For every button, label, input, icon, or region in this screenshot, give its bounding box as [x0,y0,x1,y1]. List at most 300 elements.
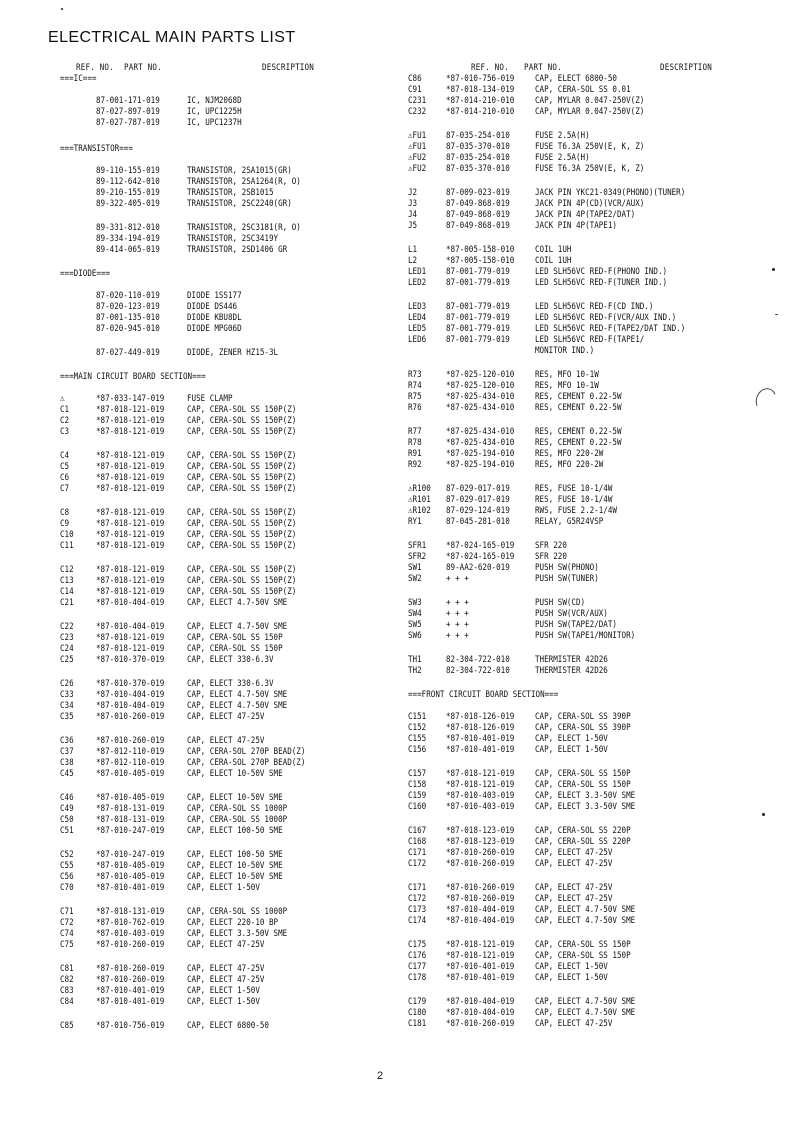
part-no: *87-010-404-019 [95,690,165,700]
ref-no: R92 [407,460,422,470]
ref-no: C45 [59,769,74,779]
ref-no: C232 [407,107,427,117]
description: CAP, ELECT 1-50V [534,962,608,972]
part-no: 82-304-722-010 [445,655,510,665]
part-no: 87-001-779-019 [445,313,510,323]
part-no: *87-010-403-019 [445,791,515,801]
ref-no: LED4 [407,313,427,323]
description: FUSE CLAMP [186,394,233,404]
ref-no: C52 [59,850,74,860]
part-no: + + + [445,620,469,630]
description: CAP, MYLAR 0.047-250V(Z) [534,96,645,106]
ref-no: ⚠FU2 [407,164,427,174]
description: CAP, ELECT 47-25V [186,964,265,974]
ref-no: C11 [59,541,74,551]
ref-no: C46 [59,793,74,803]
description: CAP, CERA-SOL SS 150P [186,644,283,654]
description: RES, CEMENT 0.22-5W [534,438,622,448]
part-no: 87-001-779-019 [445,267,510,277]
ref-no: C85 [59,1021,74,1031]
ref-no: C82 [59,975,74,985]
description: CAP, ELECT 330-6.3V [186,679,274,689]
part-no: 87-020-123-019 [95,302,160,312]
ref-no: C7 [59,484,70,494]
part-no: 87-029-017-019 [445,484,510,494]
ref-no: C49 [59,804,74,814]
description: CAP, ELECT 6800-50 [186,1021,269,1031]
description: COIL 1UH [534,245,572,255]
part-no: 87-049-868-019 [445,221,510,231]
part-no: *87-018-126-019 [445,723,515,733]
description: RES, MFO 220-2W [534,449,604,459]
description: CAP, ELECT 1-50V [186,883,260,893]
description: CAP, CERA-SOL SS 220P [534,826,631,836]
description: CAP, ELECT 1-50V [534,745,608,755]
ref-no: C151 [407,712,427,722]
part-no: *87-010-260-019 [445,1019,515,1029]
description: IC, NJM2068D [186,96,242,106]
part-no: *87-010-401-019 [95,997,165,1007]
ref-no: C24 [59,644,74,654]
description-heading: DESCRIPTION [261,63,314,73]
part-no: *87-010-401-019 [445,973,515,983]
part-no: *87-025-194-010 [445,460,515,470]
ref-no: ⚠R102 [407,506,431,516]
description: RES, CEMENT 0.22-5W [534,392,622,402]
part-no: *87-014-210-010 [445,107,515,117]
part-no: *87-025-434-010 [445,438,515,448]
description: FUSE 2.5A(H) [534,153,590,163]
ref-no: R78 [407,438,422,448]
part-no: 89-112-642-010 [95,177,160,187]
description: FUSE T6.3A 250V(E, K, Z) [534,142,645,152]
description: SFR 220 [534,552,567,562]
ref-no: C6 [59,473,70,483]
description: CAP, CERA-SOL SS 150P(Z) [186,451,297,461]
description: CAP, CERA-SOL SS 150P(Z) [186,462,297,472]
part-no: *87-025-120-010 [445,370,515,380]
ref-no: C38 [59,758,74,768]
ref-no: C91 [407,85,422,95]
ref-no: C35 [59,712,74,722]
part-no: 87-001-779-019 [445,302,510,312]
scan-speck [762,813,765,816]
ref-no: C157 [407,769,427,779]
part-no: *87-010-260-019 [95,940,165,950]
description: CAP, CERA-SOL SS 150P(Z) [186,541,297,551]
description: CAP, ELECT 1-50V [186,997,260,1007]
description: IC, UPC1225H [186,107,242,117]
part-no: *87-018-121-019 [95,644,165,654]
ref-no: C25 [59,655,74,665]
ref-no: J2 [407,188,418,198]
ref-no: SW6 [407,631,422,641]
part-no: *87-018-121-019 [95,462,165,472]
part-no: *87-010-401-019 [95,883,165,893]
ref-no: LED6 [407,335,427,345]
ref-no: LED1 [407,267,427,277]
description: CAP, CERA-SOL SS 1000P [186,907,288,917]
ref-no: C84 [59,997,74,1007]
description: RES, FUSE 10-1/4W [534,495,613,505]
description: CAP, ELECT 3.3-50V SME [534,802,636,812]
part-no: 89-414-065-019 [95,245,160,255]
description: RES, FUSE 10-1/4W [534,484,613,494]
description: TRANSISTOR, 2SA1264(R, O) [186,177,301,187]
ref-no: C70 [59,883,74,893]
part-no: 87-035-370-010 [445,142,510,152]
description: LED SLH56VC RED-F(TAPE1/ [534,335,645,345]
ref-no: C167 [407,826,427,836]
description: CAP, CERA-SOL SS 150P(Z) [186,576,297,586]
description: DIODE DS446 [186,302,238,312]
part-no: *87-025-434-010 [445,392,515,402]
ref-no: L1 [407,245,418,255]
ref-no: C4 [59,451,70,461]
part-no: *87-010-404-019 [445,916,515,926]
ref-no: TH1 [407,655,422,665]
ref-no: C8 [59,508,70,518]
description: DIODE KBU8DL [186,313,242,323]
section-heading-text: ===IC=== [59,74,97,84]
description: CAP, CERA-SOL SS 1000P [186,815,288,825]
ref-no: ⚠FU1 [407,142,427,152]
ref-no: J3 [407,199,418,209]
part-no: 87-049-868-019 [445,199,510,209]
part-no: *87-018-123-019 [445,826,515,836]
part-no: 87-029-124-019 [445,506,510,516]
part-no: *87-010-370-019 [95,679,165,689]
ref-no: SW2 [407,574,422,584]
description: CAP, CERA-SOL SS 0.01 [534,85,631,95]
description: LED SLH56VC RED-F(TAPE2/DAT IND.) [534,324,686,334]
ref-no: SFR1 [407,541,427,551]
part-no: *87-025-434-010 [445,427,515,437]
part-no: *87-024-165-019 [445,541,515,551]
description: RELAY, G5R24VSP [534,517,604,527]
ref-no: C26 [59,679,74,689]
ref-no: C86 [407,74,422,84]
ref-no: C72 [59,918,74,928]
ref-no: C231 [407,96,427,106]
description: CAP, ELECT 4.7-50V SME [534,905,636,915]
part-no: + + + [445,609,469,619]
part-no: + + + [445,598,469,608]
part-no: *87-012-110-019 [95,747,165,757]
description: CAP, CERA-SOL SS 150P [534,940,631,950]
part-no: *87-024-165-019 [445,552,515,562]
ref-no: ⚠R101 [407,495,431,505]
section-heading-text: ===TRANSISTOR=== [59,144,133,154]
description: MONITOR IND.) [534,346,595,356]
ref-no: C174 [407,916,427,926]
ref-no: C172 [407,859,427,869]
part-no: *87-018-121-019 [95,576,165,586]
part-no: *87-010-404-019 [95,701,165,711]
description: DIODE 1SS177 [186,291,242,301]
part-no: + + + [445,631,469,641]
ref-no: L2 [407,256,418,266]
part-no: *87-012-110-019 [95,758,165,768]
description: CAP, CERA-SOL SS 150P [186,633,283,643]
description: TRANSISTOR, 2SC3419Y [186,234,279,244]
description: CAP, ELECT 47-25V [534,894,613,904]
description: CAP, ELECT 3.3-50V SME [186,929,288,939]
ref-no: C152 [407,723,427,733]
part-no: 87-029-017-019 [445,495,510,505]
ref-no: C156 [407,745,427,755]
description: CAP, ELECT 100-50 SME [186,826,283,836]
description: CAP, CERA-SOL SS 150P(Z) [186,508,297,518]
description: CAP, MYLAR 0.047-250V(Z) [534,107,645,117]
ref-no: C21 [59,598,74,608]
ref-no: R75 [407,392,422,402]
part-no-heading: PART NO. [123,63,162,73]
ref-no: C23 [59,633,74,643]
description: TRANSISTOR, 2SC3181(R, O) [186,223,301,233]
part-no: *87-018-121-019 [95,565,165,575]
ref-no: C158 [407,780,427,790]
part-no: *87-010-401-019 [445,962,515,972]
part-no: *87-010-260-019 [445,848,515,858]
description: CAP, ELECT 4.7-50V SME [534,916,636,926]
description: CAP, ELECT 1-50V [534,973,608,983]
part-no: 87-049-868-019 [445,210,510,220]
description: JACK PIN 4P(TAPE2/DAT) [534,210,636,220]
part-no: *87-010-404-019 [445,997,515,1007]
description: CAP, ELECT 220-10 BP [186,918,279,928]
ref-no: SW3 [407,598,422,608]
part-no: *87-010-247-019 [95,850,165,860]
part-no: *87-010-405-019 [95,769,165,779]
part-no: *87-025-120-010 [445,381,515,391]
description: CAP, CERA-SOL SS 1000P [186,804,288,814]
description: CAP, ELECT 3.3-50V SME [534,791,636,801]
part-no: *87-018-121-019 [95,508,165,518]
description: CAP, ELECT 47-25V [534,1019,613,1029]
description: CAP, CERA-SOL SS 150P(Z) [186,427,297,437]
part-no: *87-005-158-010 [445,256,515,266]
part-no: *87-025-194-010 [445,449,515,459]
description: CAP, CERA-SOL SS 150P(Z) [186,565,297,575]
description: CAP, ELECT 6800-50 [534,74,617,84]
ref-no: C33 [59,690,74,700]
part-no: *87-005-158-010 [445,245,515,255]
description: CAP, ELECT 4.7-50V SME [186,622,288,632]
description: CAP, CERA-SOL SS 150P(Z) [186,587,297,597]
ref-no: C56 [59,872,74,882]
part-no: *87-018-121-019 [445,951,515,961]
description: LED SLH56VC RED-F(VCR/AUX IND.) [534,313,677,323]
part-no: + + + [445,574,469,584]
description: RES, MFO 220-2W [534,460,604,470]
ref-no: C12 [59,565,74,575]
description: JACK PIN 4P(TAPE1) [534,221,617,231]
description: CAP, ELECT 47-25V [534,848,613,858]
description: COIL 1UH [534,256,572,266]
description: CAP, CERA-SOL SS 390P [534,723,631,733]
part-no: *87-010-260-019 [95,964,165,974]
part-no: *87-010-260-019 [95,975,165,985]
description: CAP, ELECT 4.7-50V SME [186,598,288,608]
ref-no: C178 [407,973,427,983]
description: CAP, ELECT 10-50V SME [186,793,283,803]
ref-no: C36 [59,736,74,746]
part-no: *87-010-405-019 [95,872,165,882]
part-no: 87-020-945-010 [95,324,160,334]
scan-speck [775,314,778,315]
ref-no: C51 [59,826,74,836]
part-no: 87-001-779-019 [445,278,510,288]
description: PUSH SW(TUNER) [534,574,599,584]
part-no: *87-018-121-019 [95,541,165,551]
ref-no: C1 [59,405,70,415]
ref-no: C3 [59,427,70,437]
description: CAP, CERA-SOL SS 220P [534,837,631,847]
ref-no: C37 [59,747,74,757]
part-no: *87-010-260-019 [445,894,515,904]
description: RWS, FUSE 2.2-1/4W [534,506,617,516]
part-no: *87-018-131-019 [95,804,165,814]
section-heading-text: ===DIODE=== [59,269,111,279]
part-no: *87-018-121-019 [95,519,165,529]
part-no: *87-010-247-019 [95,826,165,836]
ref-no: ⚠R100 [407,484,431,494]
scan-speck [61,8,63,10]
part-no: *87-018-121-019 [445,940,515,950]
part-no: *87-018-121-019 [445,769,515,779]
description: PUSH SW(VCR/AUX) [534,609,608,619]
section-heading-text: ===FRONT CIRCUIT BOARD SECTION=== [407,690,559,700]
part-no: *87-010-404-019 [95,622,165,632]
part-no: 87-027-897-019 [95,107,160,117]
ref-no: C155 [407,734,427,744]
part-no: *87-010-404-019 [95,598,165,608]
ref-no: C2 [59,416,70,426]
description: CAP, ELECT 1-50V [186,986,260,996]
description: THERMISTER 42D26 [534,666,608,676]
description: LED SLH56VC RED-F(TUNER IND.) [534,278,668,288]
ref-no: C160 [407,802,427,812]
ref-no: RY1 [407,517,422,527]
part-no: 89-210-155-019 [95,188,160,198]
part-no: *87-018-121-019 [95,484,165,494]
part-no: 89-322-405-019 [95,199,160,209]
page-number: 2 [377,1070,384,1082]
part-no: 87-027-787-019 [95,118,160,128]
part-no: *87-010-401-019 [445,734,515,744]
ref-no: C179 [407,997,427,1007]
part-no: *87-010-403-019 [445,802,515,812]
ref-no: C75 [59,940,74,950]
part-no: *87-010-405-019 [95,793,165,803]
part-no: *87-010-401-019 [445,745,515,755]
scan-speck [772,268,775,271]
description: CAP, CERA-SOL SS 390P [534,712,631,722]
ref-no: C22 [59,622,74,632]
part-no: *87-018-121-019 [445,780,515,790]
part-no: *87-018-134-019 [445,85,515,95]
ref-no: C10 [59,530,74,540]
ref-no: J5 [407,221,418,231]
part-no-heading: PART NO. [523,63,562,73]
ref-no: SFR2 [407,552,427,562]
description: CAP, ELECT 47-25V [534,859,613,869]
description: CAP, ELECT 1-50V [534,734,608,744]
description: LED SLH56VC RED-F(CD IND.) [534,302,654,312]
description: PUSH SW(TAPE2/DAT) [534,620,617,630]
ref-no: SW4 [407,609,422,619]
description: FUSE 2.5A(H) [534,131,590,141]
scan-mark [752,385,779,414]
description: IC, UPC1237H [186,118,242,128]
part-no: 89-334-194-019 [95,234,160,244]
description: CAP, ELECT 330-6.3V [186,655,274,665]
description: CAP, CERA-SOL SS 150P [534,769,631,779]
ref-no: C5 [59,462,70,472]
description: SFR 220 [534,541,567,551]
ref-no: C55 [59,861,74,871]
description: RES, MFO 10-1W [534,370,599,380]
description: CAP, CERA-SOL 270P BEAD(Z) [186,747,306,757]
part-no: *87-010-405-019 [95,861,165,871]
description: CAP, CERA-SOL SS 150P(Z) [186,484,297,494]
ref-no-heading: REF. NO. [470,63,509,73]
description: CAP, ELECT 47-25V [186,975,265,985]
part-no: 87-035-370-010 [445,164,510,174]
part-no: 87-001-779-019 [445,324,510,334]
description: JACK PIN YKC21-0349(PHONO)(TUNER) [534,188,686,198]
part-no: *87-018-121-019 [95,405,165,415]
description: CAP, CERA-SOL SS 150P(Z) [186,416,297,426]
part-no: *87-010-404-019 [445,905,515,915]
part-no: 87-001-135-010 [95,313,160,323]
ref-no: C172 [407,894,427,904]
description: TRANSISTOR, 2SD1406 GR [186,245,288,255]
part-no: *87-018-121-019 [95,416,165,426]
ref-no: R73 [407,370,422,380]
part-no: *87-018-126-019 [445,712,515,722]
part-no: *87-010-404-019 [445,1008,515,1018]
description: CAP, CERA-SOL 270P BEAD(Z) [186,758,306,768]
ref-no: C171 [407,848,427,858]
part-no: *87-010-756-019 [95,1021,165,1031]
part-no: 87-035-254-010 [445,131,510,141]
ref-no: LED5 [407,324,427,334]
description: CAP, ELECT 100-50 SME [186,850,283,860]
part-no: 87-009-023-019 [445,188,510,198]
part-no: 87-001-171-019 [95,96,160,106]
part-no: 87-027-449-019 [95,348,160,358]
description: JACK PIN 4P(CD)(VCR/AUX) [534,199,645,209]
part-no: *87-014-210-010 [445,96,515,106]
part-no: *87-025-434-010 [445,403,515,413]
ref-no: R74 [407,381,422,391]
ref-no: ⚠ [59,394,65,404]
ref-no: R77 [407,427,422,437]
part-no: 89-331-812-010 [95,223,160,233]
ref-no: C171 [407,883,427,893]
ref-no: C50 [59,815,74,825]
description: TRANSISTOR, 2SC2240(GR) [186,199,292,209]
ref-no: C175 [407,940,427,950]
description: CAP, CERA-SOL SS 150P [534,951,631,961]
description: CAP, ELECT 10-50V SME [186,872,283,882]
part-no: *87-010-260-019 [95,712,165,722]
description: CAP, ELECT 47-25V [534,883,613,893]
part-no: *87-010-762-019 [95,918,165,928]
description-heading: DESCRIPTION [659,63,712,73]
